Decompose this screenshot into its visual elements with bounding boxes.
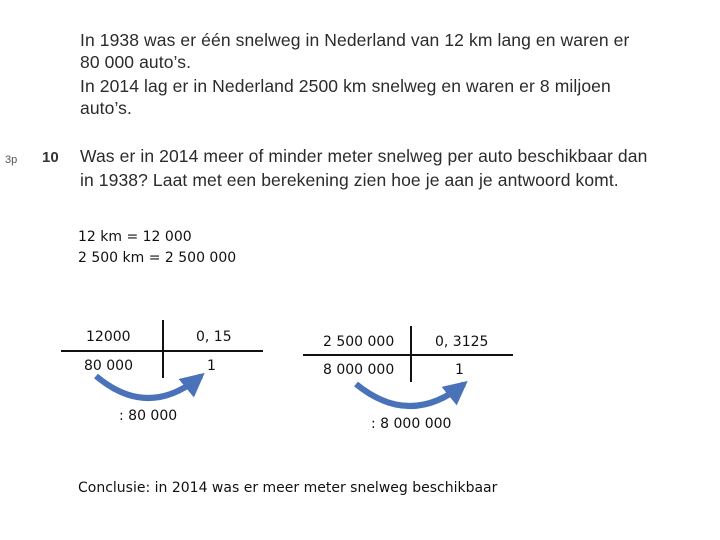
prompt-line-2: in 1938? Laat met een berekening zien hoe je aan je antwoord komt. — [80, 170, 619, 190]
conversion-line-1: 12 km = 12 000 — [78, 229, 192, 245]
conversion-line-2: 2 500 km = 2 500 000 — [78, 250, 237, 266]
intro-line-2: 80 000 auto’s. — [80, 52, 192, 72]
arrow-2014 — [356, 384, 464, 406]
question-number: 10 — [42, 149, 59, 166]
table-2014-bottom-left: 8 000 000 — [323, 362, 395, 378]
table-2014-bottom-right: 1 — [455, 362, 464, 378]
intro-line-1: In 1938 was er één snelweg in Nederland van 12 km lang en waren er — [80, 30, 630, 50]
intro-line-4: auto’s. — [80, 98, 132, 118]
intro-line-3: In 2014 lag er in Nederland 2500 km snelweg en waren er 8 miljoen — [80, 76, 611, 96]
table-1938-bottom-left: 80 000 — [84, 358, 133, 374]
points-label: 3p — [5, 154, 18, 166]
prompt-line-1: Was er in 2014 meer of minder meter snelweg per auto beschikbaar dan — [80, 146, 648, 166]
table-2014-top-right: 0, 3125 — [435, 334, 489, 350]
table-1938-bottom-right: 1 — [207, 358, 216, 374]
conclusion-text: Conclusie: in 2014 was er meer meter snelweg beschikbaar — [78, 480, 498, 496]
arrow-1938 — [96, 376, 201, 398]
table-2014-top-left: 2 500 000 — [323, 334, 395, 350]
operation-1938: : 80 000 — [119, 408, 178, 424]
operation-2014: : 8 000 000 — [371, 416, 452, 432]
table-1938-top-left: 12000 — [86, 329, 131, 345]
table-1938-top-right: 0, 15 — [196, 329, 232, 345]
